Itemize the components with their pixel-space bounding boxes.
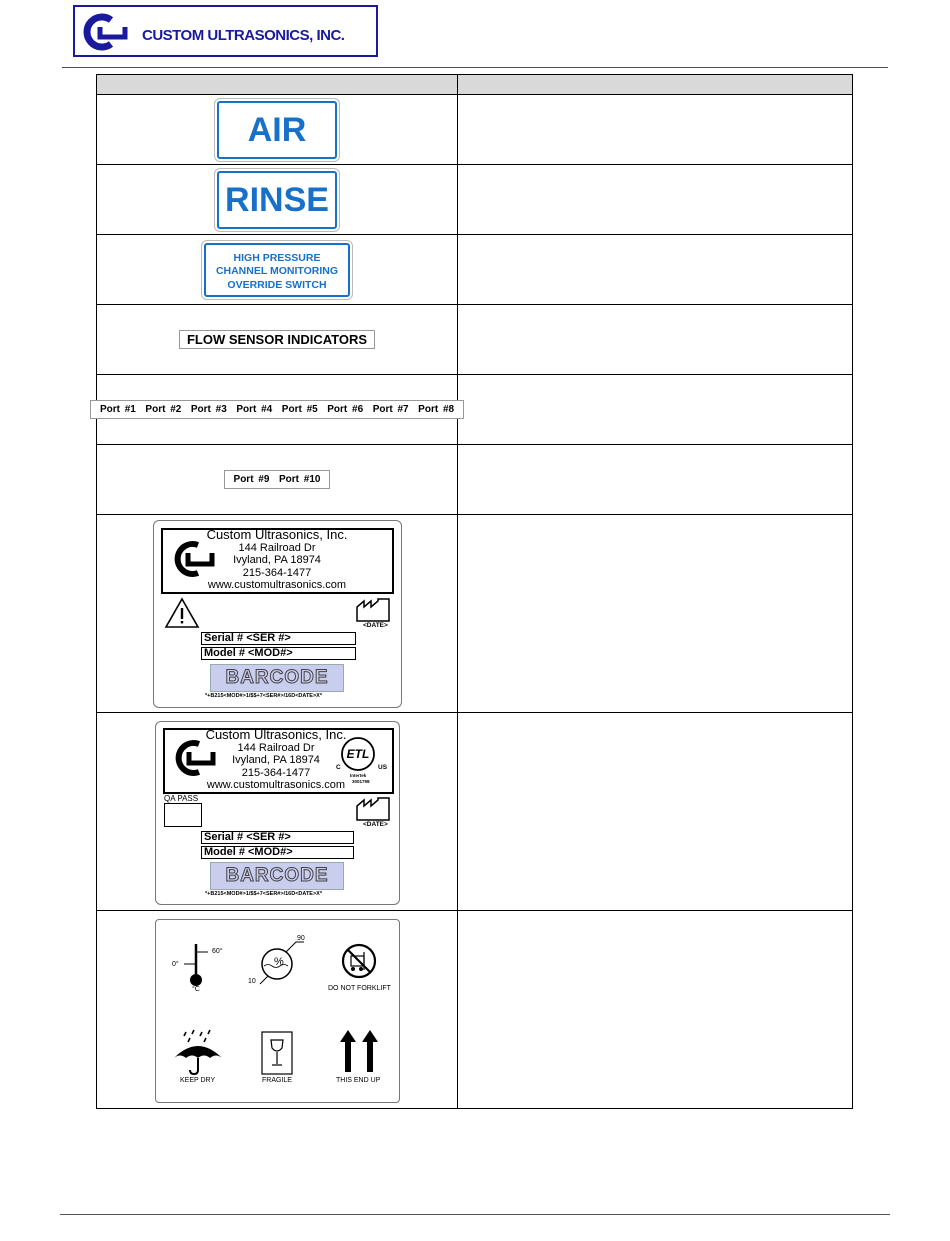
etl-us: US: [378, 764, 388, 771]
label-company: Custom Ultrasonics, Inc.: [205, 727, 347, 742]
description-cell: [458, 165, 853, 235]
model-field: Model # <MOD#>: [201, 647, 356, 660]
table-row: [97, 911, 853, 1109]
date-placeholder: <DATE>: [363, 821, 388, 828]
label-city: Ivyland, PA 18974: [233, 554, 321, 566]
etl-listed-mark-icon: [340, 736, 376, 772]
this-end-up-icon: [336, 1028, 382, 1074]
table-row: [97, 375, 853, 445]
address-block: [202, 529, 352, 592]
rinse-label: RINSE: [217, 171, 337, 229]
humidity-low-label: 10: [248, 978, 256, 985]
no-forklift-label: DO NOT FORKLIFT: [328, 985, 391, 992]
serial-field: Serial # <SER #>: [201, 831, 354, 844]
temp-low-label: 0°: [172, 961, 179, 968]
col1-header: [97, 75, 458, 95]
warning-icon: [164, 597, 200, 629]
header-divider: [62, 67, 888, 68]
packaging-symbols-label: [155, 919, 400, 1103]
qa-pass-label: QA PASS: [164, 794, 199, 803]
flow-sensor-label: FLOW SENSOR INDICATORS: [179, 330, 375, 349]
company-logo: [73, 5, 378, 57]
description-cell: [458, 445, 853, 515]
label-company: Custom Ultrasonics, Inc.: [206, 527, 348, 542]
table-row: [97, 515, 853, 713]
description-cell: [458, 515, 853, 713]
serial-label-etl: [155, 721, 400, 905]
fragile-icon: [260, 1030, 294, 1076]
company-name: CUSTOM ULTRASONICS, INC.: [142, 27, 345, 44]
table-row: [97, 235, 853, 305]
etl-num: 3001798: [352, 779, 370, 784]
hp-line-1: HIGH PRESSURE: [233, 251, 321, 264]
label-city: Ivyland, PA 18974: [232, 754, 320, 766]
address-block: [201, 729, 351, 792]
hp-line-2: CHANNEL MONITORING: [215, 265, 339, 277]
col2-header: [458, 75, 853, 95]
label-web: www.customultrasonics.com: [207, 579, 347, 591]
ports-9-10-label: Port #9 Port #10: [224, 470, 331, 489]
label-table: [96, 74, 853, 1109]
table-header-row: [97, 75, 853, 95]
label-web: www.customultrasonics.com: [206, 779, 346, 791]
barcode: BARCODE: [210, 664, 344, 692]
air-label: AIR: [217, 101, 337, 159]
description-cell: [458, 95, 853, 165]
table-row: [97, 445, 853, 515]
serial-field: Serial # <SER #>: [201, 632, 356, 645]
humidity-high-label: 90: [297, 935, 305, 942]
description-cell: [458, 911, 853, 1109]
label-phone: 215-364-1477: [242, 566, 312, 579]
keep-dry-label: KEEP DRY: [180, 1077, 216, 1084]
manufacture-date-icon: [354, 796, 392, 822]
model-field: Model # <MOD#>: [201, 846, 354, 859]
barcode-text: *+B215<MOD#>1/$$+7<SER#>/16D<DATE>X*: [205, 891, 322, 897]
etl-sub: Intertek: [350, 773, 367, 778]
date-placeholder: <DATE>: [363, 622, 388, 629]
humidity-percent: %: [274, 956, 284, 968]
table-row: [97, 95, 853, 165]
logo-mark-icon: [81, 13, 133, 51]
footer-divider: [60, 1214, 890, 1215]
serial-label: [153, 520, 402, 708]
label-phone: 215-364-1477: [241, 766, 311, 779]
etl-c: C: [336, 764, 341, 771]
table-row: [97, 713, 853, 911]
manufacture-date-icon: [354, 597, 392, 623]
label-street: 144 Railroad Dr: [237, 741, 315, 754]
barcode: BARCODE: [210, 862, 344, 890]
no-forklift-icon: [340, 942, 378, 980]
hp-line-3: OVERRIDE SWITCH: [227, 278, 327, 291]
label-street: 144 Railroad Dr: [238, 541, 316, 554]
high-pressure-label: [204, 243, 350, 297]
keep-dry-icon: [172, 1028, 224, 1076]
temp-high-label: 60°: [212, 948, 223, 955]
description-cell: [458, 305, 853, 375]
this-end-up-label: THIS END UP: [336, 1077, 381, 1084]
description-cell: [458, 713, 853, 911]
table-row: [97, 165, 853, 235]
description-cell: [458, 235, 853, 305]
description-cell: [458, 375, 853, 445]
temp-unit-label: °C: [192, 986, 200, 993]
qa-pass-box: [164, 803, 202, 827]
etl-mark-text: ETL: [346, 747, 370, 761]
table-row: [97, 305, 853, 375]
ports-1-8-label: Port #1 Port #2 Port #3 Port #4 Port #5 Port #6 Port #7 Port #8: [90, 400, 464, 419]
barcode-text: *+B215<MOD#>1/$$+7<SER#>/16D<DATE>X*: [205, 693, 322, 699]
fragile-label: FRAGILE: [262, 1077, 292, 1084]
